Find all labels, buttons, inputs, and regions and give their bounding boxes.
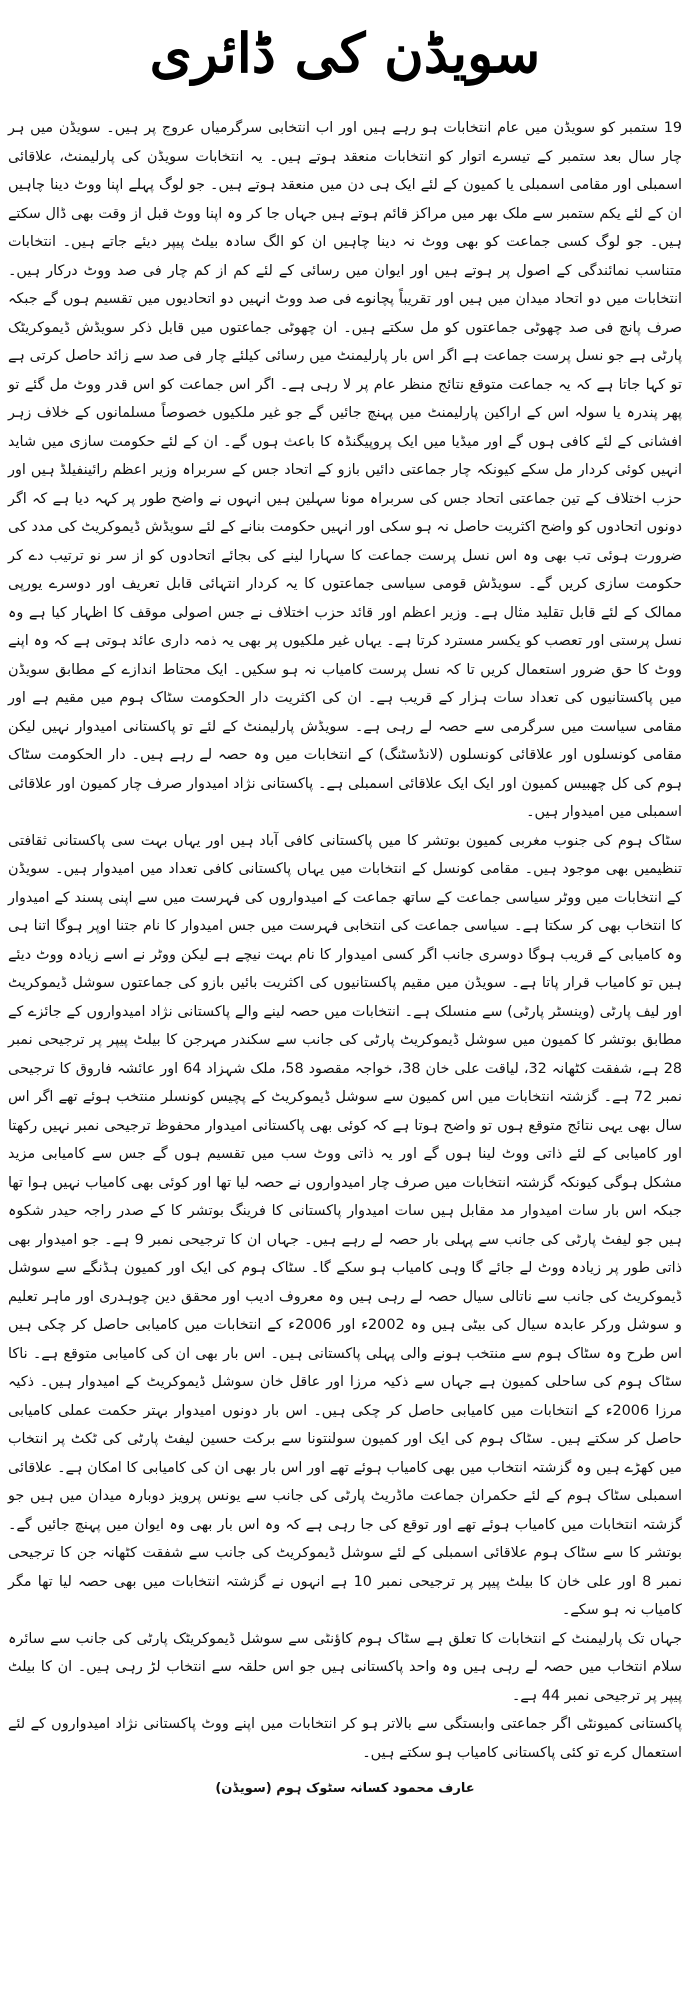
paragraph: جہاں تک پارلیمنٹ کے انتخابات کا تعلق ہے سٹاک ہوم کاؤنٹی سے سوشل ڈیموکریٹک پارٹی کی جانب سے سائرہ سلام انتخاب میں حصہ لے رہی ہیں وہ واحد پاکستانی ہیں جو اس حلقہ سے انتخاب لڑ رہی ہیں۔ ان کا بیلٹ پیپر پر ترجیحی نمبر 44 ہے۔ [8,1630,682,1704]
article-title: سویڈن کی ڈائری [149,21,541,85]
paragraph: سٹاک ہوم کی جنوب مغربی کمیون بوتشر کا میں پاکستانی کافی آباد ہیں اور یہاں بہت سی پاکستانی ثقافتی تنظیمیں بھی موجود ہیں۔ مقامی کونسل کے انتخابات میں یہاں پاکستانی کافی تعداد میں امیدوار ہیں۔ سویڈن کے انتخابات میں ووٹر سیاسی جماعت کے ساتھ جماعت کے امیدواروں کی فہرست میں سے اپنی پسند کے امیدوار کا انتخاب بھی کر سکتا ہے۔ سیاسی جماعت کی انتخابی فہرست میں جس امیدوار کا نام جتنا اوپر ہوگا اتنا ہی وہ کامیابی کے قریب ہوگا دوسری جانب اگر کسی امیدوار کا نام بہت نیچے ہے لیکن ووٹر نے اسے زیادہ ووٹ دیئے ہیں تو کامیاب قرار پاتا ہے۔ سویڈن میں مقیم پاکستانیوں کی اکثریت بائیں بازو کی جماعتوں سوشل ڈیموکریٹ اور لیف پارٹی (وینسٹر پارٹی) سے منسلک ہے۔ انتخابات میں حصہ لینے والے پاکستانی نژاد امیدواروں کے جائزے کے مطابق بوتشر کا کمیون میں سوشل ڈیموکریٹ پارٹی کی جانب سے سکندر مہرجن کا بیلٹ پیپر پر ترجیحی نمبر 28 ہے، شفقت کٹھانہ 32، لیاقت علی خان 38، خواجہ مقصود 58، ملک شہزاد 64 اور عائشہ فاروق کا ترجیحی نمبر 72 ہے۔ گزشتہ انتخابات میں اس کمیون سے سوشل ڈیموکریٹ کے پچیس کونسلر منتخب ہوئے تھے اگر اس سال بھی یہی نتائج متوقع ہوں تو واضح ہوتا ہے کہ کوئی بھی پاکستانی امیدوار محفوظ ترجیحی نمبر نہیں رکھتا اور کامیابی کے لئے ذاتی ووٹ لینا ہوں گے اور یہ ذاتی ووٹ سب میں تقسیم ہوں گے جس سے کامیابی مزید مشکل ہوگی کیونکہ گزشتہ انتخابات میں صرف چار امیدواروں نے حصہ لیا تھا اور کوئی بھی کامیاب نہیں ہوا تھا جبکہ اس بار سات امیدوار مد مقابل ہیں سات امیدوار پاکستانی کا فرینگ بوتشر کا کے صدر راجہ حیدر شکوہ ہیں جو لیفٹ پارٹی کی جانب سے پہلی بار حصہ لے رہے ہیں۔ جہاں ان کا ترجیحی نمبر 9 ہے۔ جو امیدوار بھی ذاتی طور پر زیادہ ووٹ لے جائے گا وہی کامیاب ہو سکے گا۔ سٹاک ہوم کی ایک اور کمیون ہڈنگے سے سوشل ڈیموکریٹ کی جانب سے ناتالی سیال حصہ لے رہی ہیں وہ معروف ادیب اور محقق دین چوہدری اور ماہر تعلیم و سوشل ورکر عابدہ سیال کی بیٹی ہیں وہ 2002ء اور 2006ء کے انتخابات میں کامیابی حاصل کر چکی ہیں اس طرح وہ سٹاک ہوم سے منتخب ہونے والی پہلی پاکستانی ہیں۔ اس بار بھی ان کی کامیابی متوقع ہے۔ ناکا سٹاک ہوم کی ساحلی کمیون ہے جہاں سے ذکیہ مرزا اور عاقل خان سوشل ڈیموکریٹ کے امیدوار ہیں۔ ذکیہ مرزا 2006ء کے انتخابات میں کامیابی حاصل کر چکی ہیں۔ اس بار دونوں امیدوار بہتر حکمت عملی کامیابی حاصل کر سکتے ہیں۔ سٹاک ہوم کی ایک اور کمیون سولنتونا سے برکت حسین لیفٹ پارٹی کی ٹکٹ پر انتخاب میں کھڑے ہیں وہ گزشتہ انتخاب میں بھی کامیاب ہوئے تھے اور اس بار بھی ان کی کامیابی کا امکان ہے۔ علاقائی اسمبلی سٹاک ہوم کے لئے حکمران جماعت ماڈریٹ پارٹی کی جانب سے یونس پرویز دوبارہ میدان میں ہیں جو گزشتہ انتخابات میں کامیاب ہوئے تھے اور توقع کی جا رہی ہے کہ وہ اس بار بھی وہ ایوان میں پہنچ جائیں گے۔ بوتشر کا سے سٹاک ہوم علاقائی اسمبلی کے لئے سوشل ڈیموکریٹ کی جانب سے شفقت کٹھانہ جن کا ترجیحی نمبر 8 اور علی خان کا بیلٹ پیپر پر ترجیحی نمبر 10 ہے انہوں نے گزشتہ انتخابات میں بھی حصہ لیا تھا مگر کامیاب نہ ہو سکے۔ [8,832,683,1618]
author-signature: عارف محمود کسانہ سٹوک ہوم (سویڈن) [215,1781,475,1796]
article-body [8,114,682,1767]
paragraph: پاکستانی کمیونٹی اگر جماعتی وابستگی سے بالاتر ہو کر انتخابات میں اپنے ووٹ پاکستانی نژاد امیدواروں کے لئے استعمال کرے تو کئی پاکستانی کامیاب ہو سکتے ہیں۔ [8,1716,682,1761]
paragraph: 19 ستمبر کو سویڈن میں عام انتخابات ہو رہے ہیں اور اب انتخابی سرگرمیاں عروج پر ہیں۔ سویڈن میں ہر چار سال بعد ستمبر کے تیسرے اتوار کو انتخابات منعقد ہوتے ہیں۔ یہ انتخابات سویڈن کی پارلیمنٹ، علاقائی اسمبلی اور مقامی اسمبلی یا کمیون کے لئے ایک ہی دن میں منعقد ہوتے ہیں۔ جو لوگ پہلے اپنا ووٹ دینا چاہیں ان کے لئے یکم ستمبر سے ملک بھر میں مراکز قائم ہوتے ہیں جہاں جا کر وہ اپنا ووٹ قبل از وقت بھی ڈال سکتے ہیں۔ جو لوگ کسی جماعت کو بھی ووٹ نہ دینا چاہیں ان کو الگ سادہ بیلٹ پیپر دیئے جاتے ہیں۔ انتخابات متناسب نمائندگی کے اصول پر ہوتے ہیں اور ایوان میں رسائی کے لئے کم از کم چار فی صد ووٹ درکار ہیں۔ انتخابات میں دو اتحاد میدان میں ہیں اور تقریباً پچانوے فی صد ووٹ انہیں دو اتحادیوں میں تقسیم ہوں گے جبکہ صرف پانچ فی صد چھوٹی جماعتوں کو مل سکتے ہیں۔ ان چھوٹی جماعتوں میں قابل ذکر سویڈش ڈیموکریٹک پارٹی ہے جو نسل پرست جماعت ہے اگر اس بار پارلیمنٹ میں رسائی کیلئے چار فی صد سے زائد حاصل کرتی ہے تو کہا جاتا ہے کہ یہ جماعت متوقع نتائج منظر عام پر لا رہی ہے۔ اگر اس جماعت کو اس قدر ووٹ مل گئے تو پھر پندرہ یا سولہ اس کے اراکین پارلیمنٹ میں پہنچ جائیں گے جو غیر ملکیوں خصوصاً مسلمانوں کے خلاف زہر افشانی کے لئے کافی ہوں گے اور میڈیا میں ایک پروپیگنڈہ کا باعث ہوں گے۔ ان کے لئے حکومت سازی میں شاید انہیں کوئی کردار مل سکے کیونکہ چار جماعتی دائیں بازو کے اتحاد جس کے سربراہ وزیر اعظم رائینفیلڈ ہیں اور حزب اختلاف کے تین جماعتی اتحاد جس کی سربراہ مونا سہلین ہیں انہوں نے واضح طور پر کہہ دیا ہے کہ اگر دونوں اتحادوں کو واضح اکثریت حاصل نہ ہو سکی اور انہیں حکومت بنانے کے لئے سویڈش ڈیموکریٹ کی مدد کی ضرورت ہوئی تب بھی وہ اس نسل پرست جماعت کا سہارا لینے کی بجائے اتحادوں کو از سر نو ترتیب دے کر حکومت سازی کریں گے۔ سویڈش قومی سیاسی جماعتوں کا یہ کردار انتہائی قابل تعریف اور دوسرے یورپی ممالک کے لئے قابل تقلید مثال ہے۔ وزیر اعظم اور قائد حزب اختلاف نے جس اصولی موقف کا اظہار کیا ہے وہ نسل پرستی اور تعصب کو یکسر مسترد کرتا ہے۔ یہاں غیر ملکیوں پر بھی یہ ذمہ داری عائد ہوتی ہے کہ وہ اپنے ووٹ کا حق ضرور استعمال کریں تا کہ نسل پرست کامیاب نہ ہو سکیں۔ ایک محتاط اندازے کے مطابق سویڈن میں پاکستانیوں کی تعداد سات ہزار کے قریب ہے۔ ان کی اکثریت دار الحکومت سٹاک ہوم میں مقیم ہے اور مقامی سیاست میں سرگرمی سے حصہ لے رہی ہے۔ سویڈش پارلیمنٹ کے لئے تو پاکستانی امیدوار نہیں لیکن مقامی کونسلوں اور علاقائی کونسلوں (لانڈسٹنگ) کے انتخابات میں وہ حصہ لے رہے ہیں۔ دار الحکومت سٹاک ہوم کی کل چھبیس کمیون اور ایک ایک علاقائی اسمبلی ہے۔ پاکستانی نژاد امیدوار صرف چار کمیون اور علاقائی اسمبلی میں امیدوار ہیں۔ [8,120,682,820]
